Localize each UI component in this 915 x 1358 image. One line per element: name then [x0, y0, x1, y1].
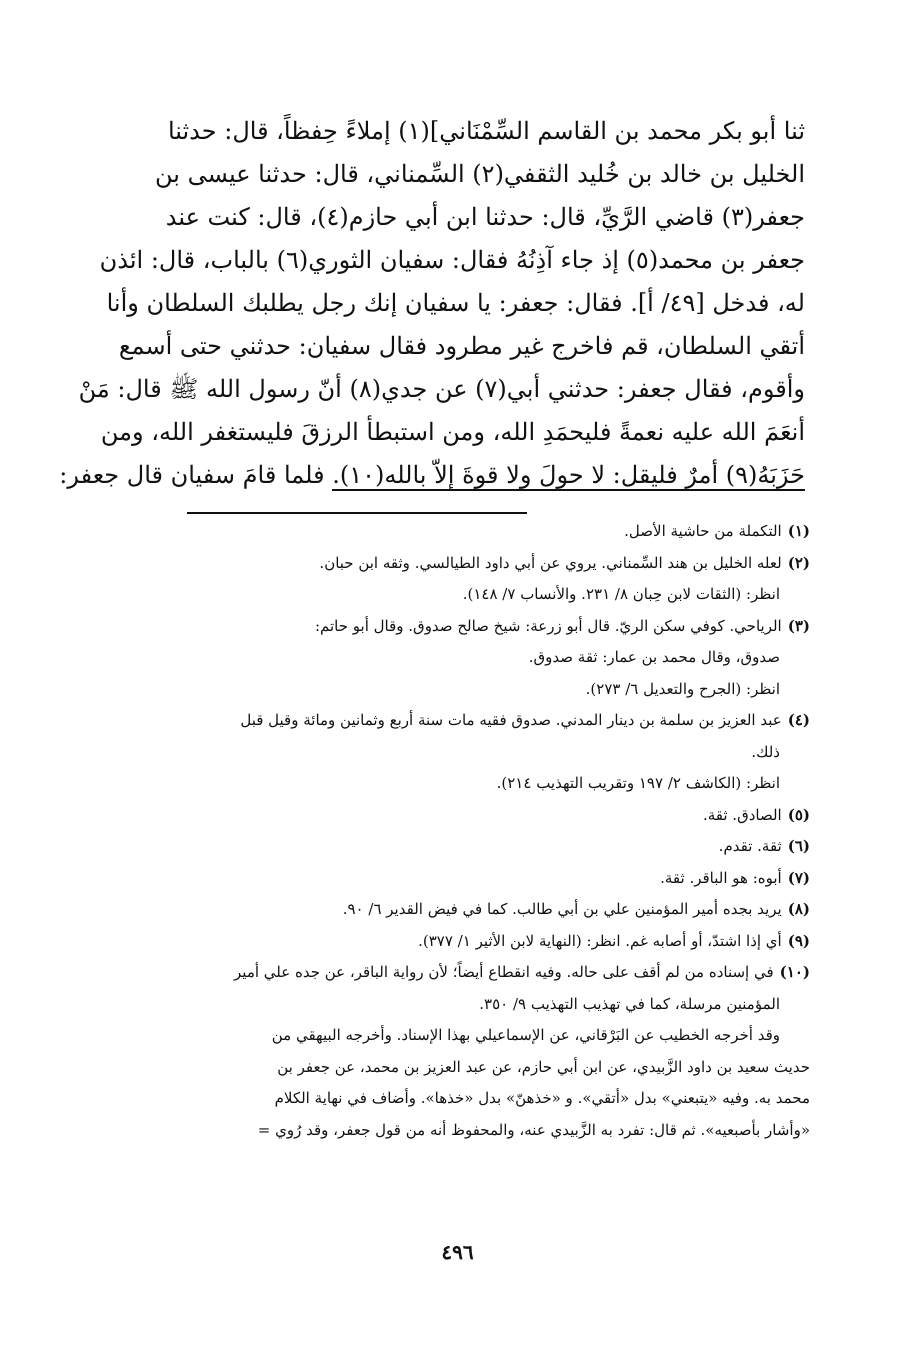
footnote-number: (١٠)	[779, 963, 810, 981]
footnote-line	[105, 579, 810, 611]
footnote-line	[105, 1052, 810, 1084]
footnote-line	[105, 989, 810, 1021]
main-text-line: ثنا أبو بكر محمد بن القاسم السِّمْنَاني](١) إملاءً حِفظاً، قال: حدثنا	[167, 117, 805, 145]
footnote-text: يريد بجده أمير المؤمنين علي بن أبي طالب. كما في فيض القدير ٦/ ٩٠.	[342, 900, 782, 918]
footnote-number: (٥)	[787, 805, 810, 824]
footnote-line	[105, 611, 810, 643]
footnote-line	[105, 863, 810, 895]
footnote-text: الصادق. ثقة.	[702, 805, 782, 824]
footnote-text: وقد أخرجه الخطيب عن البَرْقاني، عن الإسماعيلي بهذا الإسناد. وأخرجه البيهقي من	[271, 1026, 780, 1044]
main-text-line: له، فدخل [٤٩/ أ]. فقال: جعفر: يا سفيان إنك رجل يطلبك السلطان وأنا	[106, 289, 805, 317]
footnote-text: أبوه: هو الباقر. ثقة.	[660, 868, 782, 887]
footnote-divider	[187, 512, 527, 514]
footnote-number: (٤)	[787, 711, 810, 729]
footnote-line	[105, 957, 810, 989]
main-text-line: أنعَمَ الله عليه نعمةً فليحمَدِ الله، ومن استبطأ الرزقَ فليستغفر الله، ومن	[100, 418, 805, 446]
footnote-text: ثقة. تقدم.	[718, 837, 782, 855]
footnote-number: (٩)	[787, 931, 810, 950]
footnote-line	[105, 548, 810, 580]
page-number: ٤٩٦	[441, 1240, 474, 1264]
footnote-number: (٢)	[787, 553, 810, 572]
footnote-text: أي إذا اشتدّ، أو أصابه غم. انظر: (النهاية لابن الأثير ١/ ٣٧٧).	[418, 931, 782, 950]
footnote-line	[105, 516, 810, 548]
main-text-line: جعفر بن محمد(٥) إذ جاء آذِنُهُ فقال: سفيان الثوري(٦) بالباب، قال: ائذن	[99, 246, 805, 274]
footnote-number: (٧)	[787, 868, 810, 887]
footnote-text: في إسناده من لم أقف على حاله. وفيه انقطاع أيضاً؛ لأن رواية الباقر، عن جده علي أمير	[234, 963, 774, 981]
footnote-text: عبد العزيز بن سلمة بن دينار المدني. صدوق فقيه مات سنة أربع وثمانين ومائة وقيل قبل	[240, 711, 782, 729]
footnote-line	[105, 926, 810, 958]
main-text-line: أتقي السلطان، قم فاخرج غير مطرود فقال سفيان: حدثني حتى أسمع	[118, 332, 805, 360]
footnote-text: التكملة من حاشية الأصل.	[624, 522, 782, 540]
underlined-hadith-text: حَزَبَهُ(٩) أمرٌ فليقل: لا حولَ ولا قوةَ إلاّ بالله(١٠).	[332, 461, 805, 489]
footnote-number: (٦)	[787, 837, 810, 855]
footnote-line	[105, 894, 810, 926]
footnote-text: الرياحي. كوفي سكن الريّ. قال أبو زرعة: شيخ صالح صدوق. وقال أبو حاتم:	[314, 616, 782, 635]
footnote-text: ذلك.	[751, 742, 780, 761]
footnote-text: انظر: (الكاشف ٢/ ١٩٧ وتقريب التهذيب ٢١٤).	[496, 774, 780, 792]
footnote-text: انظر: (الجرح والتعديل ٦/ ٢٧٣).	[585, 679, 780, 698]
main-text-line-end: فلما قامَ سفيان قال جعفر:	[59, 461, 333, 489]
footnote-text: «وأشار بأصبعيه». ثم قال: تفرد به الزَّبيدي عنه، والمحفوظ أنه من قول جعفر، وقد رُوي =	[257, 1120, 810, 1139]
footnote-text: لعله الخليل بن هند السِّمناني. يروي عن أبي داود الطيالسي. وثقه ابن حبان.	[319, 553, 782, 572]
main-text-line: وأقوم، فقال جعفر: حدثني أبي(٧) عن جدي(٨) أنّ رسول الله ﷺ قال: مَنْ	[78, 375, 805, 403]
footnote-line	[105, 705, 810, 737]
footnote-line	[105, 642, 810, 674]
footnote-text: انظر: (الثقات لابن حِبان ٨/ ٢٣١. والأنساب ٧/ ١٤٨).	[462, 585, 780, 603]
footnote-number: (٣)	[787, 616, 810, 635]
footnote-text: محمد به. وفيه «يتبعني» بدل «أتقي». و «خذهنّ» بدل «خذها». وأضاف في نهاية الكلام	[274, 1089, 810, 1107]
footnote-line	[105, 1115, 810, 1147]
footnote-text: صدوق، وقال محمد بن عمار: ثقة صدوق.	[528, 648, 780, 666]
main-text-last-line	[59, 454, 805, 497]
footnote-line	[105, 800, 810, 832]
footnotes-block	[105, 516, 810, 1146]
footnote-line	[105, 768, 810, 800]
footnote-line	[105, 737, 810, 769]
footnote-number: (١)	[787, 522, 810, 540]
footnote-line	[105, 1020, 810, 1052]
main-text-line: الخليل بن خالد بن خُليد الثقفي(٢) السِّمناني، قال: حدثنا عيسى بن	[155, 160, 805, 188]
footnote-line	[105, 1083, 810, 1115]
footnote-line	[105, 674, 810, 706]
main-text-block	[59, 110, 805, 497]
footnote-text: حديث سعيد بن داود الزَّبيدي، عن ابن أبي حازم، عن عبد العزيز بن محمد، عن جعفر بن	[277, 1057, 810, 1076]
footnote-text: المؤمنين مرسلة، كما في تهذيب التهذيب ٩/ ٣٥٠.	[479, 994, 780, 1013]
footnote-number: (٨)	[787, 900, 810, 918]
main-text-line: جعفر(٣) قاضي الرَّيِّ، قال: حدثنا ابن أبي حازم(٤)، قال: كنت عند	[165, 203, 805, 231]
footnote-line	[105, 831, 810, 863]
